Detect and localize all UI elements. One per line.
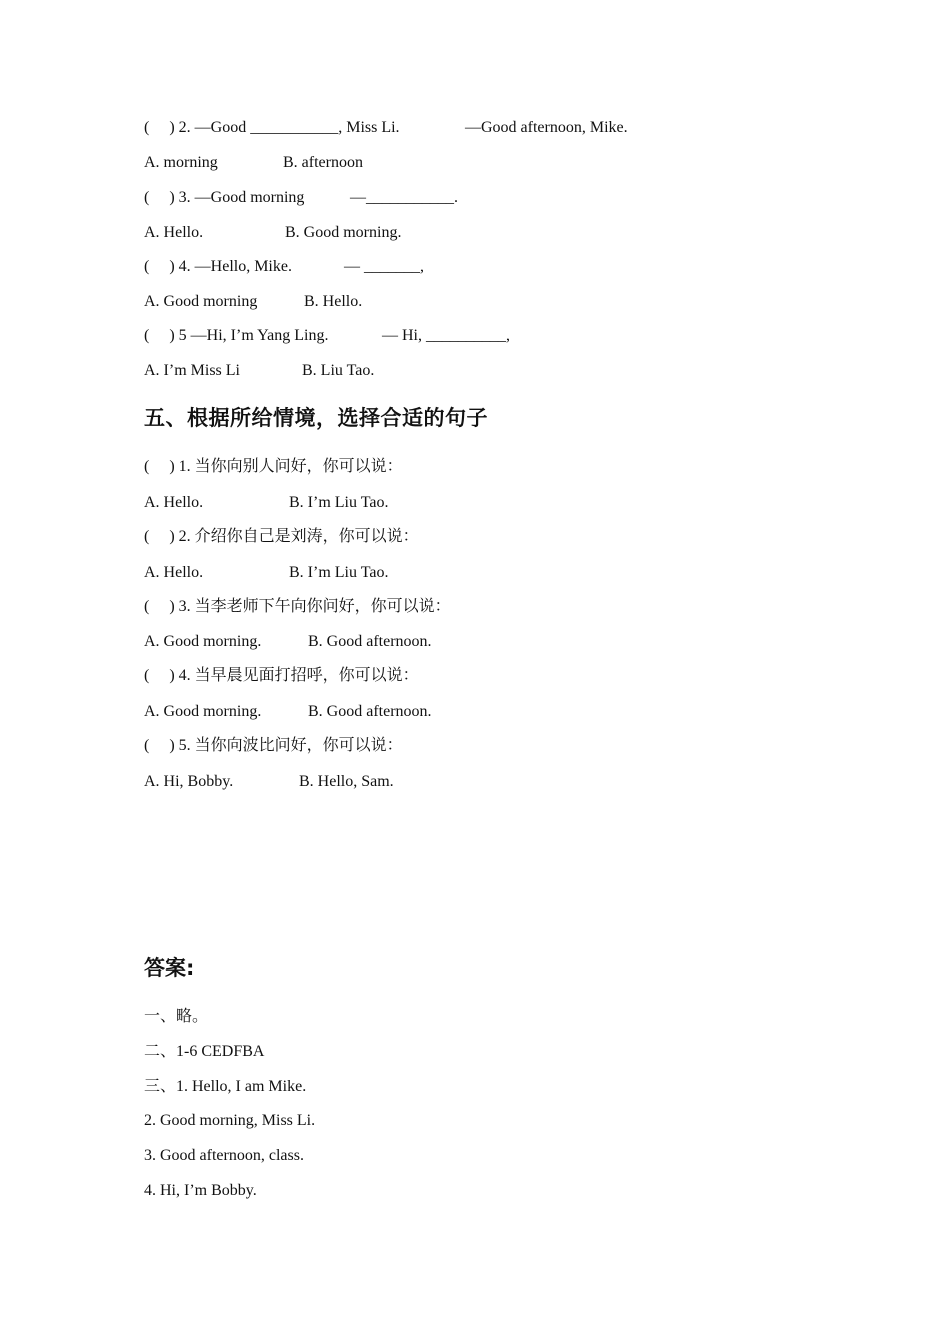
answers-title: 答案: <box>144 956 195 980</box>
question-reply: — _______, <box>344 258 424 275</box>
option-b: B. I’m Liu Tao. <box>289 494 389 511</box>
question-stem: ( ) 4. —Hello, Mike. <box>144 258 292 275</box>
answer-line: 2. Good morning, Miss Li. <box>144 1112 316 1129</box>
option-b: B. Hello, Sam. <box>299 773 394 790</box>
question-5-3: ( ) 3. 当李老师下午向你问好，你可以说： <box>144 598 451 615</box>
option-b: B. afternoon <box>283 154 363 171</box>
question-5-4: ( ) 4. 当早晨见面打招呼，你可以说： <box>144 667 419 684</box>
section-heading: 五、根据所给情境，选择合适的句子 <box>144 406 488 430</box>
option-b: B. Good afternoon. <box>308 703 432 720</box>
option-b: B. Good morning. <box>285 224 402 241</box>
answer-line: 一、略。 <box>144 1008 209 1025</box>
question-5-1: ( ) 1. 当你向别人问好，你可以说： <box>144 458 403 475</box>
option-a: A. Good morning. <box>144 703 262 720</box>
question-reply: — Hi, __________, <box>382 327 510 344</box>
option-a: A. morning <box>144 154 218 171</box>
question-stem: ( ) 3. —Good morning <box>144 189 305 206</box>
question-5-5: ( ) 5. 当你向波比问好，你可以说： <box>144 737 403 754</box>
option-a: A. Hi, Bobby. <box>144 773 234 790</box>
option-a: A. Hello. <box>144 224 204 241</box>
option-a: A. Good morning. <box>144 633 262 650</box>
option-a: A. Good morning <box>144 293 258 310</box>
option-b: B. I’m Liu Tao. <box>289 564 389 581</box>
options-5-5 <box>144 772 394 832</box>
answer-line: 二、1-6 CEDFBA <box>144 1043 265 1060</box>
question-reply: —___________. <box>350 189 458 206</box>
answer-line: 4. Hi, I’m Bobby. <box>144 1182 257 1199</box>
option-b: B. Hello. <box>304 293 363 310</box>
option-a: A. Hello. <box>144 494 204 511</box>
answer-line: 三、1. Hello, I am Mike. <box>144 1078 307 1095</box>
question-stem: ( ) 2. —Good ___________, Miss Li. <box>144 119 400 136</box>
option-b: B. Good afternoon. <box>308 633 432 650</box>
question-5-2: ( ) 2. 介绍你自己是刘涛，你可以说： <box>144 528 419 545</box>
answer-line: 3. Good afternoon, class. <box>144 1147 304 1164</box>
option-a: A. Hello. <box>144 564 204 581</box>
question-stem: ( ) 5 —Hi, I’m Yang Ling. <box>144 327 329 344</box>
question-reply: —Good afternoon, Mike. <box>465 119 628 136</box>
option-b: B. Liu Tao. <box>302 362 375 379</box>
option-a: A. I’m Miss Li <box>144 362 240 379</box>
